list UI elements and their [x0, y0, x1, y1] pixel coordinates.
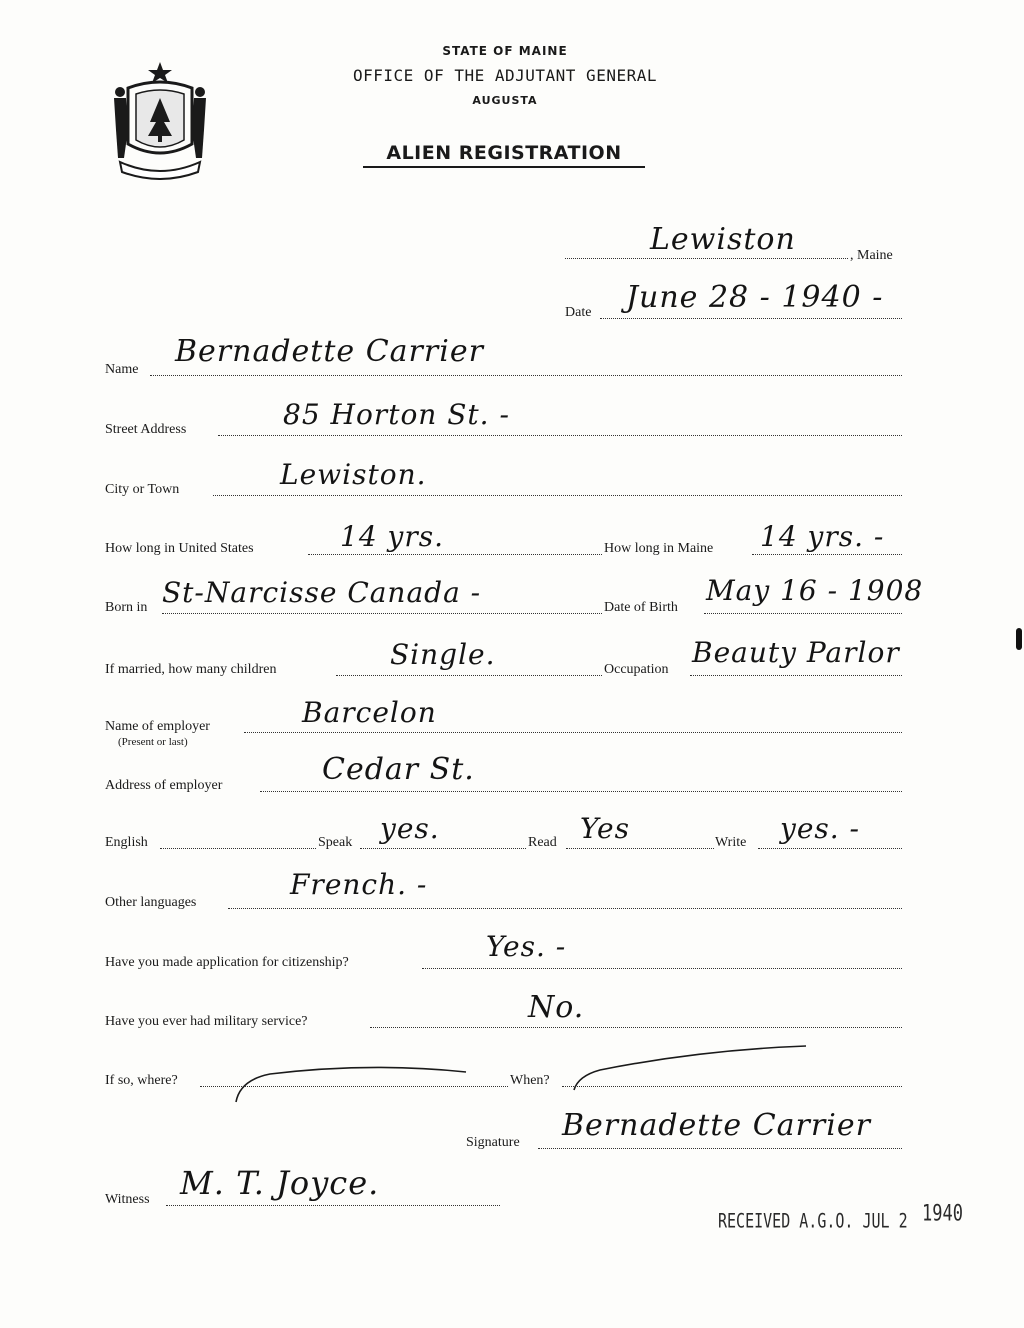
other-languages-line	[228, 908, 902, 909]
name-line	[150, 375, 902, 376]
employer-address-line	[260, 791, 902, 792]
town-entry: Lewiston	[650, 222, 796, 257]
date-entry: June 28 - 1940 -	[626, 280, 884, 315]
children-label: If married, how many children	[105, 662, 277, 677]
occupation-label: Occupation	[604, 662, 669, 677]
signature-entry: Bernadette Carrier	[562, 1108, 871, 1143]
dob-label: Date of Birth	[604, 600, 678, 615]
other-languages-label: Other languages	[105, 895, 197, 910]
read-entry: Yes	[580, 812, 630, 845]
state-of-maine-seal-icon	[106, 58, 214, 180]
read-line	[566, 848, 714, 849]
witness-entry: M. T. Joyce.	[180, 1164, 380, 1202]
write-line	[758, 848, 902, 849]
when-label: When?	[510, 1073, 550, 1088]
english-line	[160, 848, 316, 849]
maine-label: , Maine	[850, 248, 893, 263]
born-line	[162, 613, 602, 614]
maine-years-line	[752, 554, 902, 555]
military-label: Have you ever had military service?	[105, 1014, 308, 1029]
write-label: Write	[715, 835, 747, 850]
occupation-entry: Beauty Parlor	[692, 636, 900, 669]
other-languages-entry: French. -	[290, 868, 428, 901]
city-label: City or Town	[105, 482, 180, 497]
where-dash-mark	[230, 1060, 470, 1110]
signature-line	[538, 1148, 902, 1149]
header-office: OFFICE OF THE ADJUTANT GENERAL	[353, 66, 657, 85]
form-title: ALIEN REGISTRATION	[363, 142, 645, 168]
speak-label: Speak	[318, 835, 353, 850]
street-label: Street Address	[105, 422, 187, 437]
maine-years-label: How long in Maine	[604, 541, 714, 556]
date-line	[600, 318, 902, 319]
witness-line	[166, 1205, 500, 1206]
employer-address-label: Address of employer	[105, 778, 223, 793]
header-state: STATE OF MAINE	[442, 44, 568, 58]
children-line	[336, 675, 602, 676]
employer-address-entry: Cedar St.	[322, 752, 475, 787]
citizenship-label: Have you made application for citizenship?	[105, 955, 349, 970]
born-entry: St-Narcisse Canada -	[162, 576, 482, 609]
us-years-entry: 14 yrs.	[340, 520, 445, 553]
scan-edge-mark	[1016, 628, 1022, 650]
us-years-label: How long in United States	[105, 541, 254, 556]
city-line	[213, 495, 902, 496]
signature-label: Signature	[466, 1135, 520, 1150]
witness-label: Witness	[105, 1192, 150, 1207]
dob-line	[704, 613, 902, 614]
town-line	[565, 258, 848, 259]
name-label: Name	[105, 362, 139, 377]
military-entry: No.	[528, 990, 585, 1025]
received-stamp-year: 1940	[922, 1201, 963, 1227]
citizenship-line	[422, 968, 902, 969]
employer-label: Name of employer	[105, 719, 210, 734]
where-label: If so, where?	[105, 1073, 178, 1088]
speak-line	[360, 848, 526, 849]
maine-years-entry: 14 yrs. -	[760, 520, 885, 553]
military-line	[370, 1027, 902, 1028]
write-entry: yes. -	[780, 812, 861, 845]
employer-line	[244, 732, 902, 733]
children-entry: Single.	[390, 638, 496, 671]
city-entry: Lewiston.	[280, 458, 427, 491]
street-entry: 85 Horton St. -	[283, 398, 510, 431]
when-dash-mark	[570, 1040, 810, 1100]
read-label: Read	[528, 835, 557, 850]
us-years-line	[308, 554, 602, 555]
english-label: English	[105, 835, 148, 850]
employer-sublabel: (Present or last)	[118, 736, 188, 748]
name-entry: Bernadette Carrier	[175, 334, 484, 369]
date-label: Date	[565, 305, 592, 320]
speak-entry: yes.	[380, 812, 440, 845]
dob-entry: May 16 - 1908	[706, 574, 924, 607]
occupation-line	[690, 675, 902, 676]
received-stamp: RECEIVED A.G.O. JUL 2	[718, 1209, 908, 1233]
born-label: Born in	[105, 600, 148, 615]
employer-entry: Barcelon	[302, 696, 437, 729]
street-line	[218, 435, 902, 436]
header-city: AUGUSTA	[472, 94, 538, 107]
citizenship-entry: Yes. -	[486, 930, 567, 963]
